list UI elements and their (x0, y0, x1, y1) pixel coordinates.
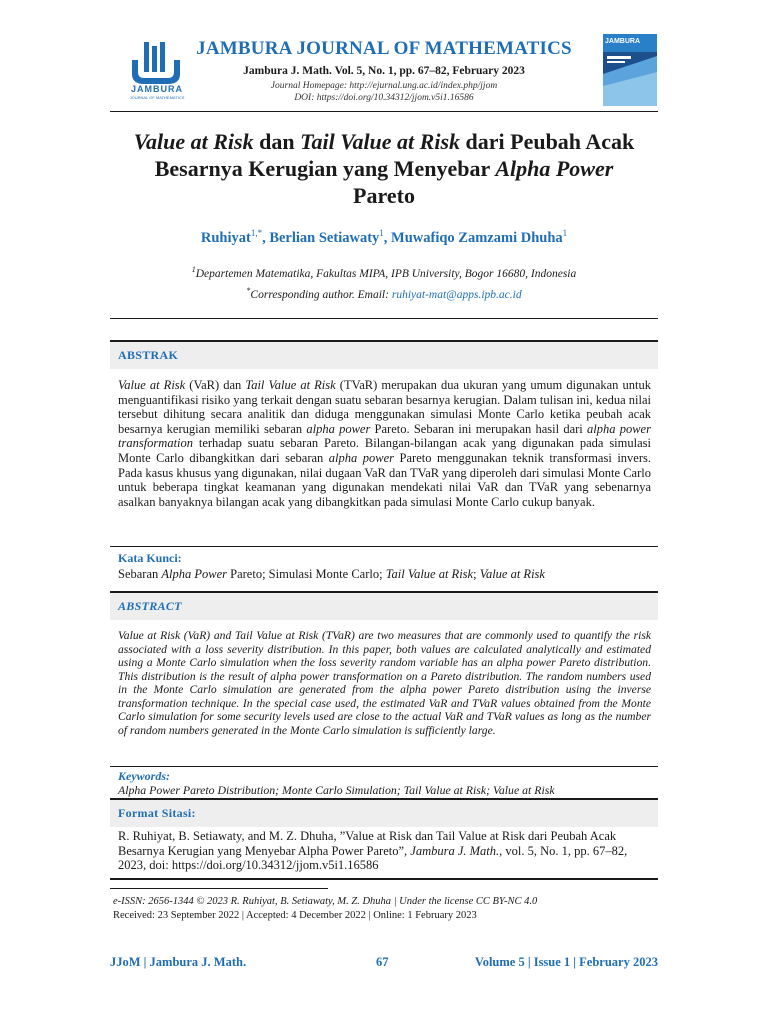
kata-kunci-text: Sebaran Alpha Power Pareto; Simulasi Monte Carlo; Tail Value at Risk; Value at Risk (118, 567, 545, 581)
corresponding-author: *Corresponding author. Email: ruhiyat-mat@apps.ipb.ac.id (246, 286, 522, 301)
divider (110, 878, 658, 880)
author-email-link[interactable]: ruhiyat-mat@apps.ipb.ac.id (391, 288, 522, 301)
cover-label: JAMBURA (605, 38, 640, 45)
keywords-label: Keywords: (118, 769, 170, 783)
footer-issue: Volume 5 | Issue 1 | February 2023 (474, 955, 658, 969)
title-divider (110, 318, 658, 319)
footnote-rule (110, 888, 328, 889)
abstract-body: Value at Risk (VaR) and Tail Value at Risk (TVaR) are two measures that are commonly used to quantify the risk associated with a loss severity distribution. In this paper, both values are calculated analytically and estimated using a Monte Carlo simulation when the loss severity random variable has an alpha power Pareto distribution. This distribution is the result of alpha power transformation on a Pareto distribution. The random numbers used in the Monte Carlo simulation are generated from the alpha power Pareto distribution using the inverse transformation technique. In the special case used, the estimated VaR and TVaR values obtained from the Monte Carlo simulation for some security levels used are close to the actual VaR and TVaR values as long as the number of random numbers generated in the Monte Carlo simulation is sufficiently large. (118, 629, 651, 737)
license-note: e-ISSN: 2656-1344 © 2023 R. Ruhiyat, B. Setiawaty, M. Z. Dhuha | Under the license CC BY-NC 4.0 (113, 896, 538, 907)
author-name: Berlian Setiawaty (269, 229, 380, 246)
journal-doi[interactable]: DOI: https://doi.org/10.34312/jjom.v5i1.16586 (294, 93, 474, 103)
abstrak-heading: ABSTRAK (110, 340, 658, 369)
footer-journal: JJoM | Jambura J. Math. (110, 955, 247, 969)
divider (110, 546, 658, 547)
divider (110, 766, 658, 767)
logo-text: JAMBURA (131, 84, 183, 94)
keywords-text: Alpha Power Pareto Distribution; Monte Carlo Simulation; Tail Value at Risk; Value at Risk (118, 783, 555, 797)
affiliation: $^1$Departemen Matematika, Fakultas MIPA, IPB University, Bogor 16680, Indonesia (191, 265, 577, 280)
author-list: Ruhiyat$^{1,*}$, Berlian Setiawaty$^1$, Muwafiqo Zamzami Dhuha$^1$ (200, 228, 568, 246)
abstrak-body: Value at Risk (VaR) dan Tail Value at Risk (TVaR) merupakan dua ukuran yang umum digunakan untuk menguantifikasi risiko yang terkait dengan suatu sebaran besarnya kerugian. Dalam tulisan ini, kedua nilai tersebut dihitung secara analitik dan diduga menggunakan simulasi Monte Carlo ketika peubah acak besarnya kerugian memiliki sebaran alpha power Pareto. Sebaran ini merupakan hasil dari alpha power transformation terhadap suatu sebaran Pareto. Bilangan-bilangan acak yang digunakan pada simulasi Monte Carlo dibangkitkan dari sebaran alpha power Pareto menggunakan teknik transformasi invers. Pada kasus khusus yang digunakan, nilai dugaan VaR dan TVaR yang diperoleh dari simulasi Monte Carlo untuk beberapa tingkat keamanan yang digunakan mendekati nilai VaR dan TVaR yang sebenarnya asalkan banyaknya bilangan acak yang dibangkitkan pada simulasi Monte Carlo cukup banyak. (118, 378, 651, 509)
header-divider (110, 111, 658, 112)
page-number: 67 (376, 955, 389, 969)
journal-citation: Jambura J. Math. Vol. 5, No. 1, pp. 67–82, February 2023 (243, 65, 525, 77)
journal-cover-image (603, 34, 657, 106)
paper-title: Value at Risk dan Tail Value at Risk dari Peubah Acak Besarnya Kerugian yang Menyebar Alpha Power Pareto (133, 129, 635, 208)
logo-subtext: JOURNAL OF MATHEMATICS (129, 95, 185, 100)
format-sitasi-heading: Format Sitasi: (110, 798, 658, 827)
author-name: Ruhiyat (200, 229, 251, 246)
author-name: Muwafiqo Zamzami Dhuha (391, 229, 563, 246)
journal-name: JAMBURA JOURNAL OF MATHEMATICS (196, 38, 572, 59)
citation-format-text: R. Ruhiyat, B. Setiawaty, and M. Z. Dhuha, ”Value at Risk dan Tail Value at Risk dari Peubah Acak Besarnya Kerugian yang Menyebar Alpha Power Pareto”, Jambura J. Math., vol. 5, No. 1, pp. 67–82, 2023, doi: https://doi.org/10.34312/jjom.v5i1.16586 (118, 829, 628, 873)
kata-kunci-label: Kata Kunci: (118, 551, 182, 565)
journal-homepage[interactable]: Journal Homepage: http://ejurnal.ung.ac.id/index.php/jjom (270, 81, 498, 91)
date-note: Received: 23 September 2022 | Accepted: 4 December 2022 | Online: 1 February 2023 (113, 910, 477, 921)
journal-logo (118, 38, 196, 102)
abstract-heading: ABSTRACT (110, 591, 658, 620)
